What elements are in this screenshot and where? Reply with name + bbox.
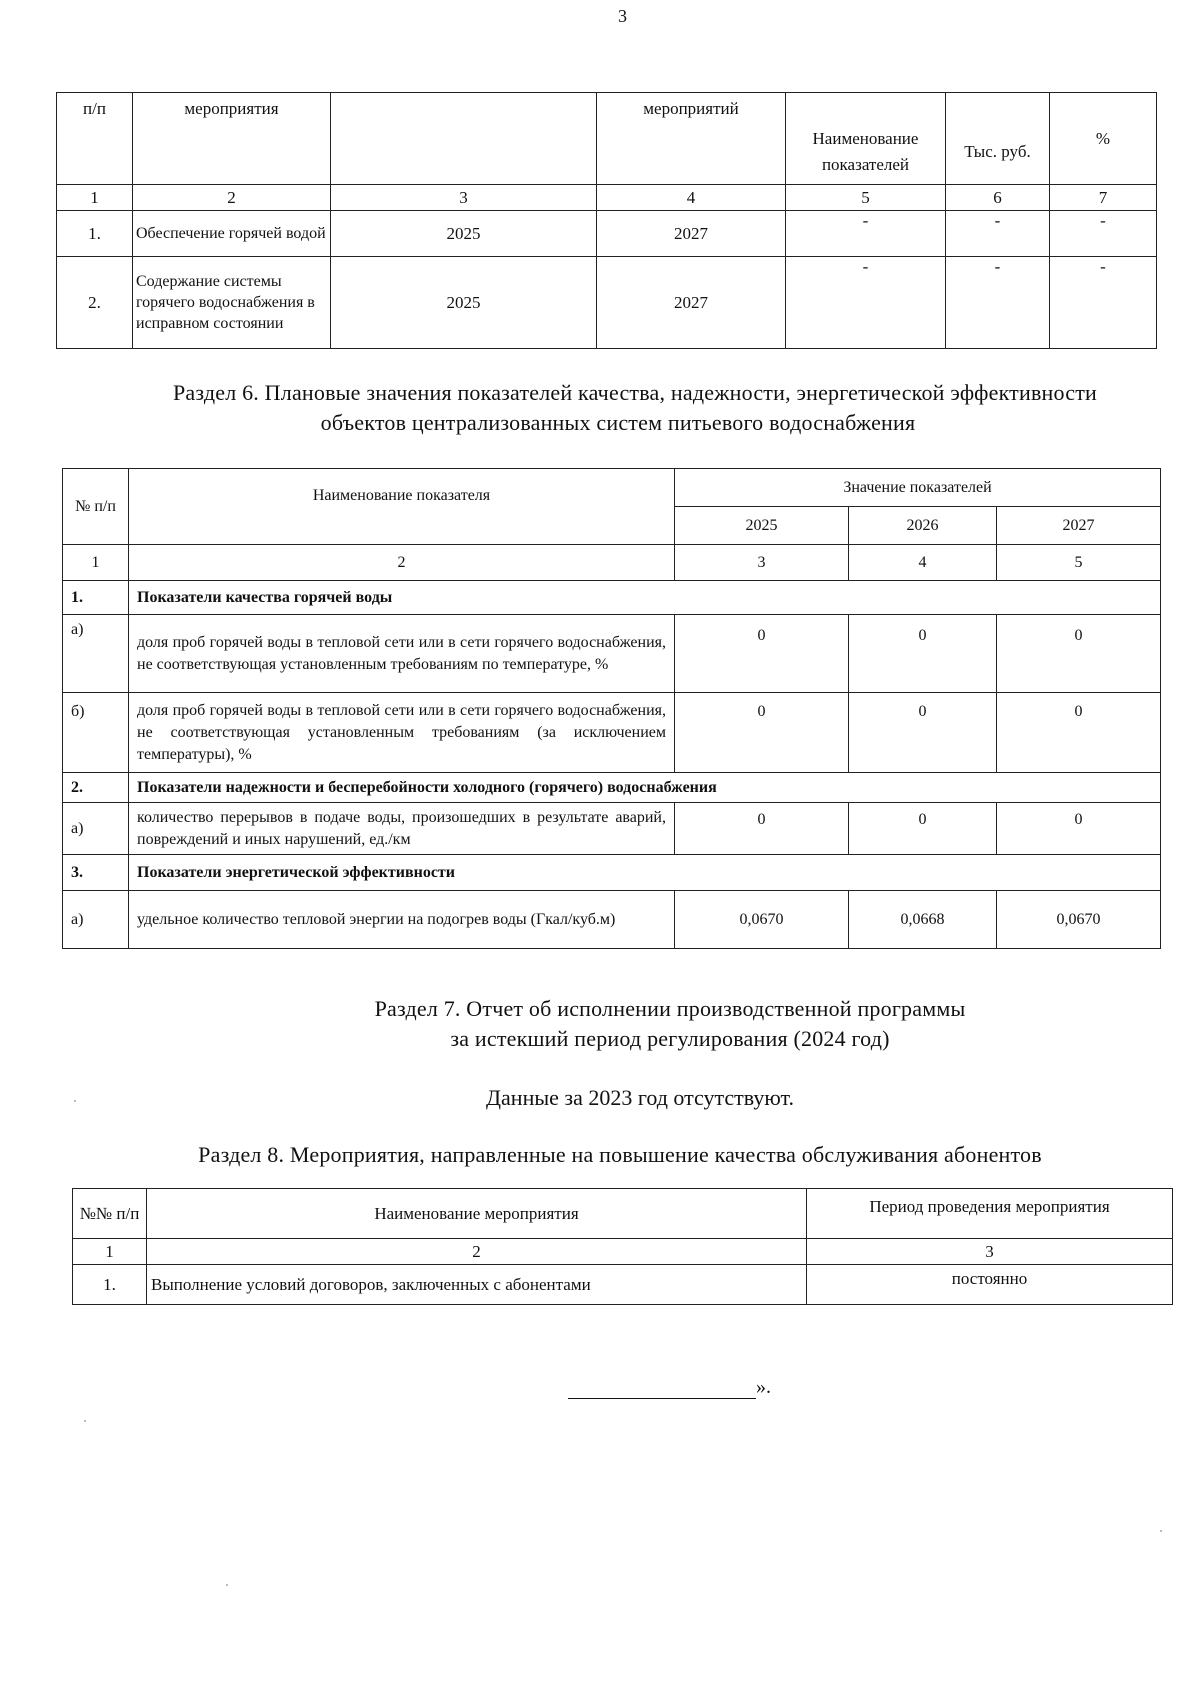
indicator-value: - [786,211,946,257]
header-year: 2025 [675,507,849,545]
header-measure-name: Наименование мероприятия [147,1189,807,1239]
indicator-row [63,693,1161,773]
item-letter: а) [63,803,129,855]
value-2026: 0 [849,615,997,693]
header-num: № п/п [63,469,129,545]
value-2025: 0 [675,803,849,855]
header-end: мероприятий [597,93,786,185]
column-number: 5 [997,545,1161,581]
section7-heading-line2: за истекший период регулирования (2024 год) [450,1026,890,1051]
section6-heading-line2: объектов централизованных систем питьевого водоснабжения [320,410,916,435]
section7-heading [0,994,1200,1054]
indicator-text: удельное количество тепловой энергии на подогрев воды (Гкал/куб.м) [129,891,675,949]
value-2025: 0,0670 [675,891,849,949]
indicator-text: доля проб горячей воды в тепловой сети или в сети горячего водоснабжения, не соответствующая установленным требованиям (за исключением температуры), % [129,693,675,773]
row-number: 2. [57,257,133,349]
indicator-row [63,615,1161,693]
value-2027: 0 [997,693,1161,773]
section7-heading-line1: Раздел 7. Отчет об исполнении производственной программы [374,996,966,1021]
cost-value: - [946,211,1050,257]
measure-period: постоянно [807,1265,1173,1305]
end-year: 2027 [597,257,786,349]
header-indicator-name: Наименование показателя [129,469,675,545]
header-period: Период проведения мероприятия [807,1189,1173,1239]
column-number: 2 [147,1239,807,1265]
header-year: 2026 [849,507,997,545]
end-year: 2027 [597,211,786,257]
scan-speck [74,1100,76,1102]
scan-speck [226,1584,228,1586]
item-letter: а) [63,891,129,949]
blank-underline [568,1380,756,1399]
start-year: 2025 [331,211,597,257]
scan-speck [1160,1530,1162,1532]
header-num: №№ п/п [73,1189,147,1239]
header-num: п/п [57,93,133,185]
column-number-row [73,1239,1173,1265]
column-number: 1 [63,545,129,581]
value-2027: 0,0670 [997,891,1161,949]
measure-name: Содержание системы горячего водоснабжения в исправном состоянии [133,257,331,349]
row-number: 1. [57,211,133,257]
value-2027: 0 [997,615,1161,693]
table-header-row [63,469,1161,507]
page-number: 3 [618,6,627,26]
column-number: 4 [597,185,786,211]
section6-heading [0,378,1200,438]
table-header-row [73,1189,1173,1239]
section8-heading: Раздел 8. Мероприятия, направленные на повышение качества обслуживания абонентов [198,1142,1042,1167]
column-number-row [63,545,1161,581]
value-2027: 0 [997,803,1161,855]
value-2026: 0 [849,803,997,855]
column-number: 6 [946,185,1050,211]
indicator-row [63,891,1161,949]
group-title: Показатели надежности и бесперебойности холодного (горячего) водоснабжения [129,773,1161,803]
header-start [331,93,597,185]
table-row [57,211,1157,257]
item-letter: б) [63,693,129,773]
column-number: 2 [129,545,675,581]
percent-value: - [1050,211,1157,257]
header-measure: мероприятия [133,93,331,185]
indicator-value: - [786,257,946,349]
indicator-text: доля проб горячей воды в тепловой сети или в сети горячего водоснабжения, не соответствующая установленным требованиям по температуре, % [129,615,675,693]
closing-quote: ». [756,1376,771,1398]
group-title: Показатели качества горячей воды [129,581,1161,615]
column-number: 3 [331,185,597,211]
indicators-table [62,468,1161,949]
column-number: 2 [133,185,331,211]
column-number: 7 [1050,185,1157,211]
value-2026: 0,0668 [849,891,997,949]
group-row [63,855,1161,891]
column-number: 5 [786,185,946,211]
group-title: Показатели энергетической эффективности [129,855,1161,891]
row-number: 1. [73,1265,147,1305]
column-number-row [57,185,1157,211]
start-year: 2025 [331,257,597,349]
indicator-text: количество перерывов в подаче воды, произошедших в результате аварий, повреждений и иных нарушений, ед./км [129,803,675,855]
value-2025: 0 [675,615,849,693]
group-number: 1. [63,581,129,615]
header-year: 2027 [997,507,1161,545]
measure-name: Выполнение условий договоров, заключенных с абонентами [147,1265,807,1305]
column-number: 3 [675,545,849,581]
header-indicator-name: Наименование показателей [786,93,946,185]
section6-heading-line1: Раздел 6. Плановые значения показателей качества, надежности, энергетической эффективности [172,380,1098,405]
group-row [63,581,1161,615]
header-percent: % [1050,93,1157,185]
column-number: 1 [57,185,133,211]
table-row [57,257,1157,349]
column-number: 3 [807,1239,1173,1265]
closing-line [568,1376,771,1399]
percent-value: - [1050,257,1157,349]
column-number: 1 [73,1239,147,1265]
header-thousand-rub: Тыс. руб. [946,93,1050,185]
column-number: 4 [849,545,997,581]
measure-name: Обеспечение горячей водой [133,211,331,257]
table-header-row [57,93,1157,185]
group-row [63,773,1161,803]
group-number: 2. [63,773,129,803]
group-number: 3. [63,855,129,891]
value-2026: 0 [849,693,997,773]
measures-table [56,92,1157,349]
cost-value: - [946,257,1050,349]
scan-speck [84,1420,86,1422]
table-row [73,1265,1173,1305]
header-values: Значение показателей [675,469,1161,507]
subscriber-service-table [72,1188,1173,1305]
indicator-row [63,803,1161,855]
value-2025: 0 [675,693,849,773]
section7-note: Данные за 2023 год отсутствуют. [486,1085,794,1110]
item-letter: а) [63,615,129,693]
